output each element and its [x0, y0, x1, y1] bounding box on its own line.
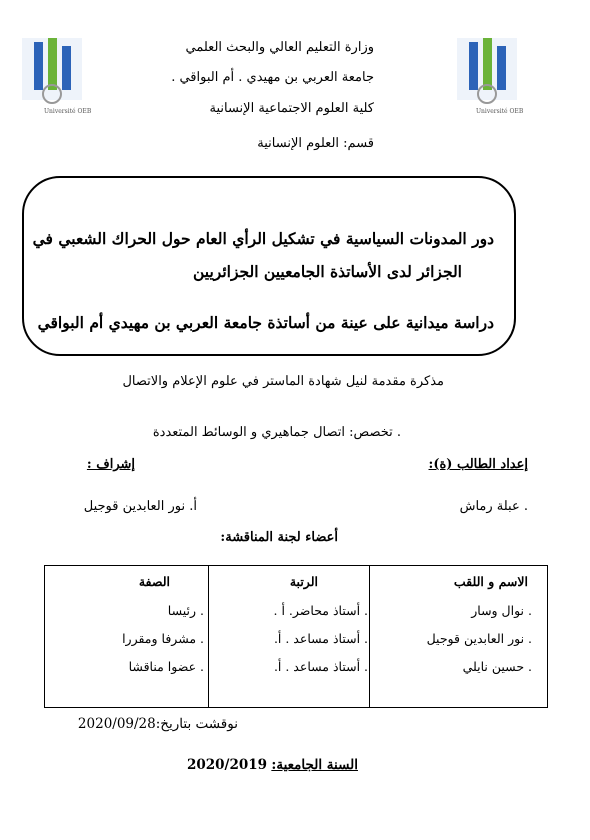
thesis-title-line2: الجزائر لدى الأساتذة الجامعيين الجزائريين: [192, 262, 462, 281]
committee-row-role: . عضوا مناقشا: [128, 659, 204, 674]
committee-row-name: . نوال وسار: [471, 603, 532, 618]
supervisor-name: أ. نور العابدين قوجيل: [83, 499, 197, 514]
committee-title: أعضاء لجنة المناقشة:: [220, 530, 338, 545]
committee-row-role: . رئيسا: [167, 603, 204, 618]
col-header-role: الصفة: [138, 574, 170, 589]
logo-caption-right: Université OEB: [476, 108, 524, 115]
logo-caption-left: Université OEB: [44, 108, 92, 115]
committee-row-role: . مشرفا ومقررا: [122, 631, 204, 646]
supervision-label: إشراف :: [86, 457, 135, 472]
col-header-rank: الرتبة: [289, 574, 318, 589]
university-name: جامعة العربي بن مهيدي . أم البواقي .: [171, 70, 374, 85]
prepared-by-label: إعداد الطالب (ة):: [428, 457, 528, 472]
committee-row-rank: . أستاذ مساعد . أ.: [273, 631, 368, 646]
memo-statement: مذكرة مقدمة لنيل شهادة الماستر في علوم الإعلام والاتصال: [122, 374, 444, 389]
committee-row-name: . حسين نايلي: [462, 659, 532, 674]
col-header-name: الاسم و اللقب: [453, 574, 528, 589]
specialty: . تخصص: اتصال جماهيري و الوسائط المتعددة: [152, 425, 401, 440]
ministry-name: وزارة التعليم العالي والبحث العلمي: [185, 40, 374, 55]
university-logo-left: [12, 30, 92, 114]
faculty-name: كلية العلوم الاجتماعية الإنسانية: [209, 101, 374, 116]
university-logo-right: [447, 30, 527, 114]
student-name: . عبلة رماش: [459, 499, 528, 514]
department-name: قسم: العلوم الإنسانية: [257, 136, 374, 151]
committee-row-name: . نور العابدين قوجيل: [426, 631, 532, 646]
academic-year: [187, 757, 358, 773]
thesis-subtitle: دراسة ميدانية على عينة من أساتذة جامعة العربي بن مهيدي أم البواقي: [37, 313, 494, 332]
committee-row-rank: . أستاذ محاضر. أ .: [273, 603, 368, 618]
academic-year-value: 2020/2019: [186, 757, 268, 773]
thesis-title-line1: دور المدونات السياسية في تشكيل الرأي العام حول الحراك الشعبي في: [32, 229, 494, 248]
committee-row-rank: . أستاذ مساعد . أ.: [273, 659, 368, 674]
academic-year-label: السنة الجامعية:: [271, 757, 358, 773]
discussion-date: نوقشت بتاريخ:2020/09/28: [77, 716, 238, 732]
